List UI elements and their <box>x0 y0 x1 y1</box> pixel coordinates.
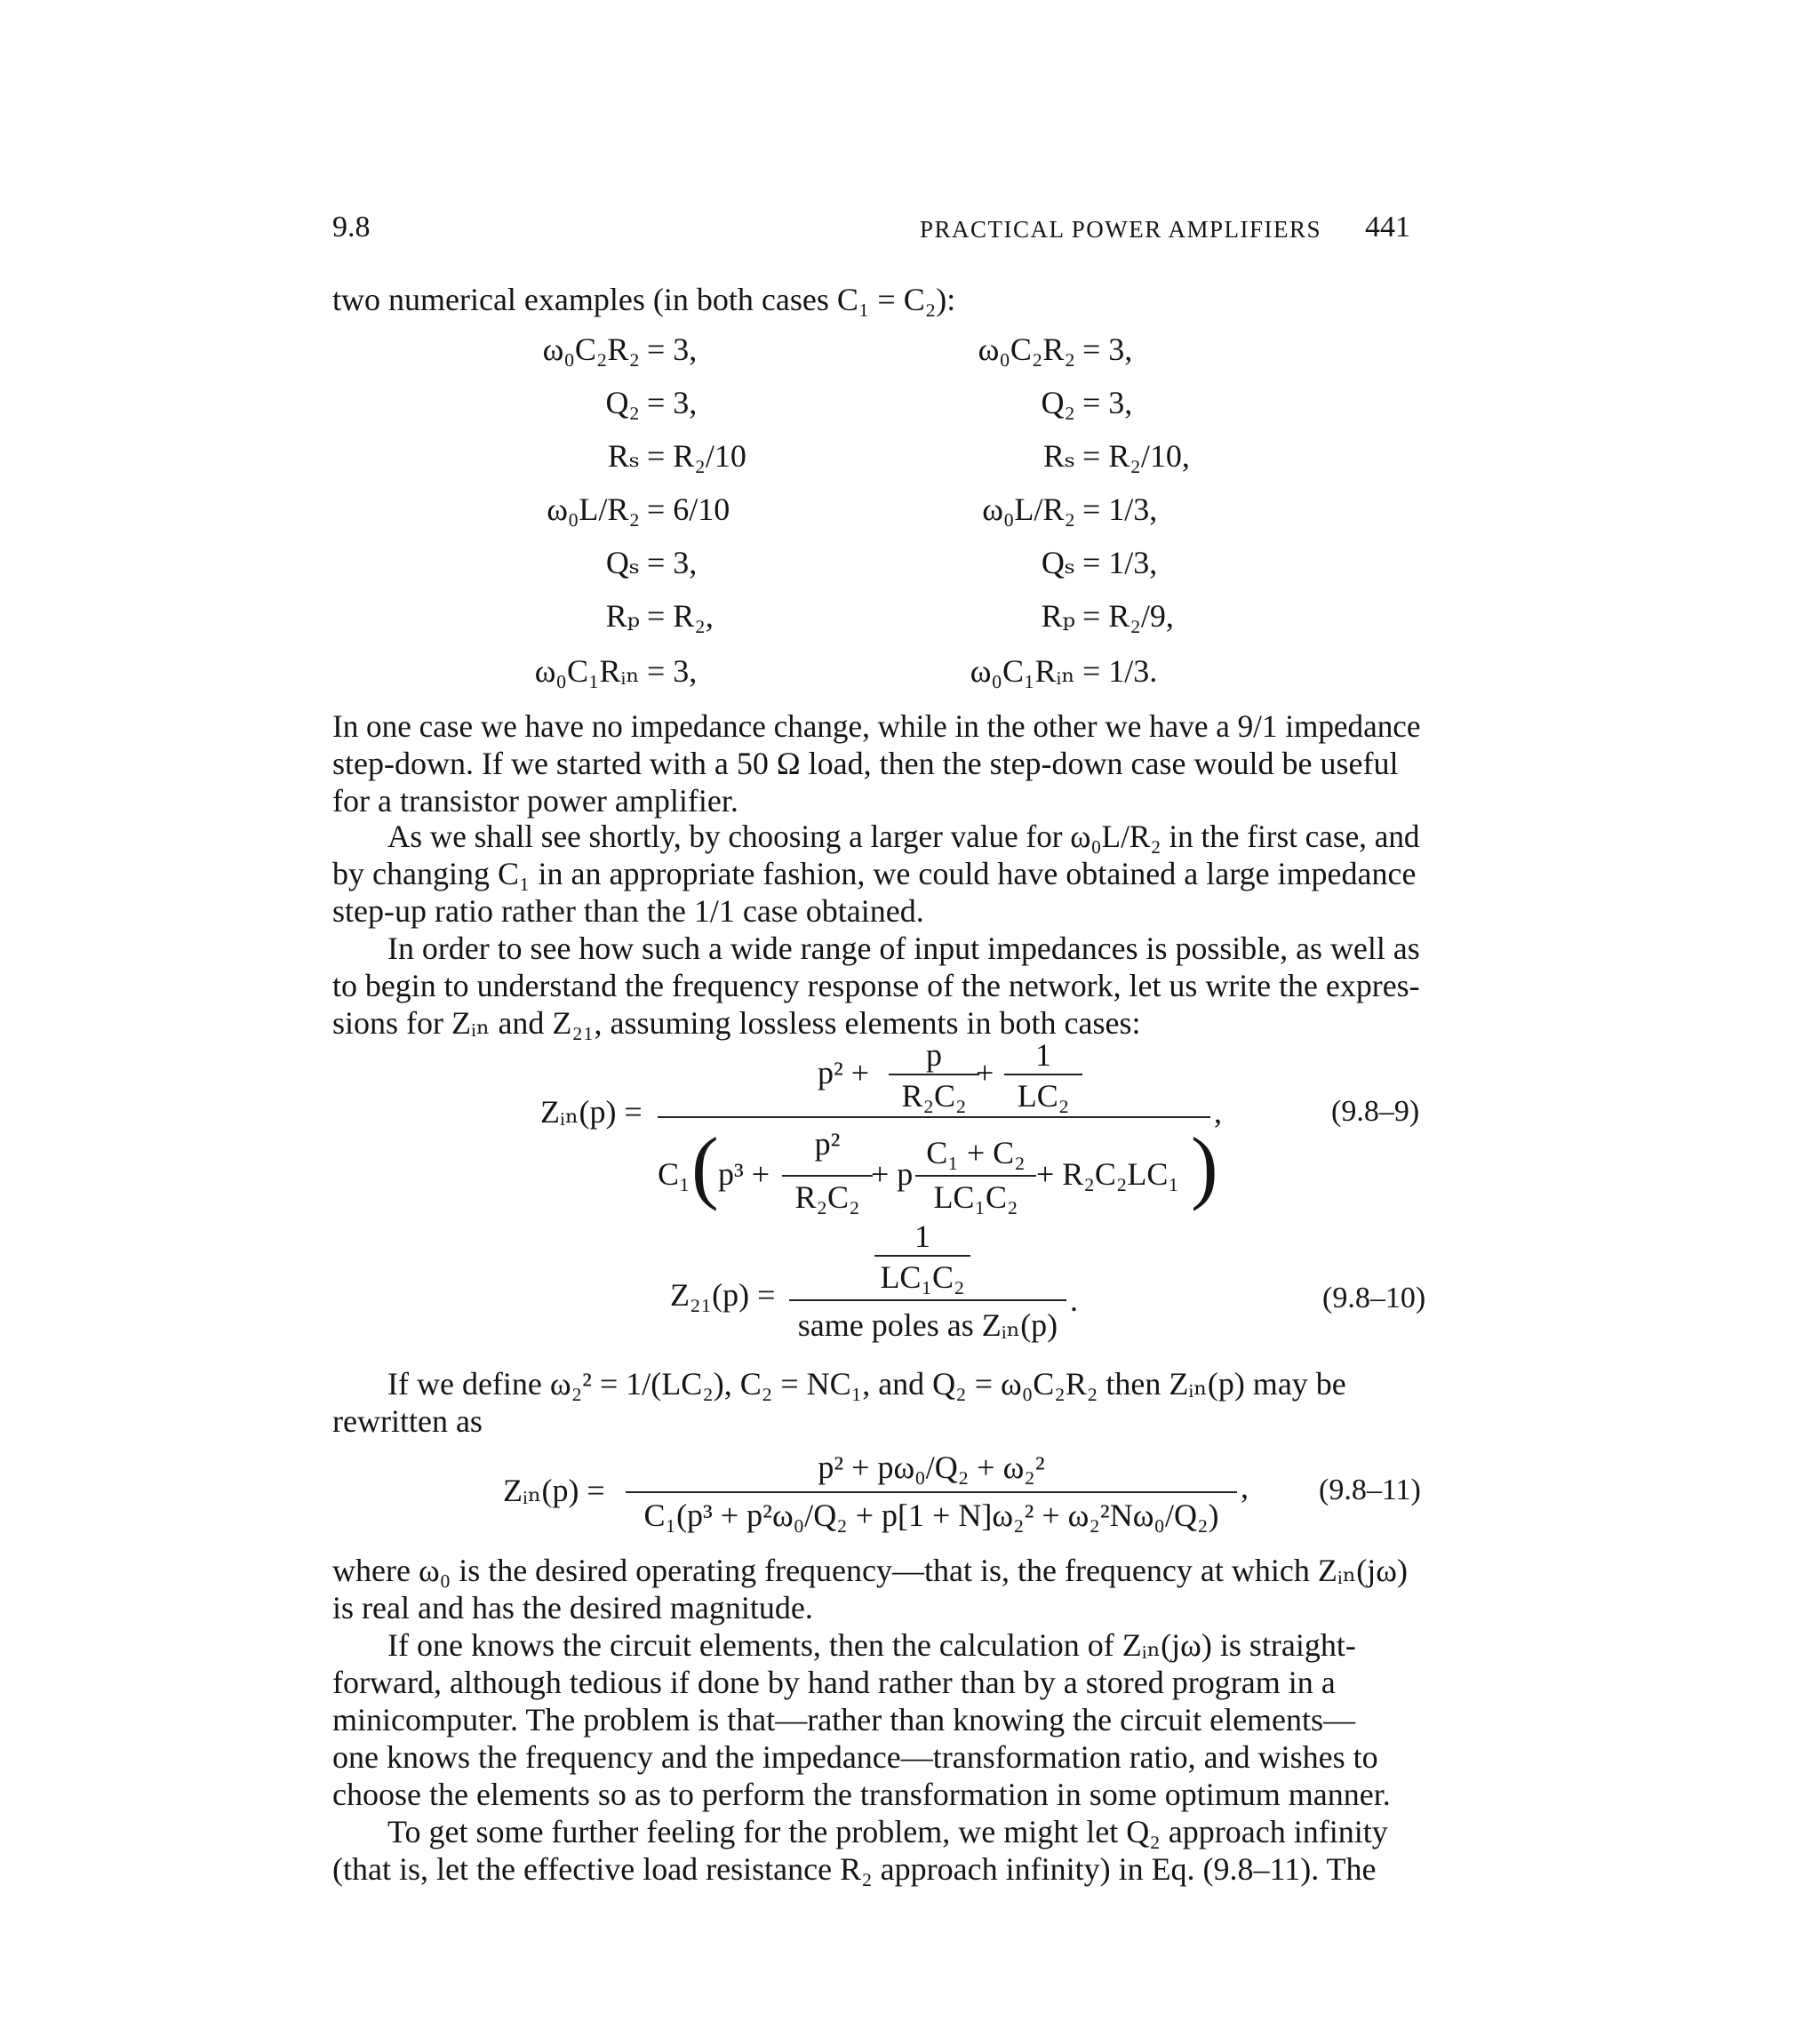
running-head: PRACTICAL POWER AMPLIFIERS <box>920 216 1322 243</box>
example-rhs: = 1/3. <box>1082 653 1158 689</box>
example-rhs: = R₂/9, <box>1082 598 1174 634</box>
example-lhs: Rₚ <box>605 598 640 634</box>
num-frac1-top: p <box>926 1037 942 1073</box>
section-number: 9.8 <box>332 211 371 244</box>
intro-line: two numerical examples (in both cases C₁ = C₂): <box>332 282 956 317</box>
paragraph-line: In one case we have no impedance change, while in the other we have a 9/1 impedance <box>332 708 1421 744</box>
example-lhs: ω₀L/R₂ <box>547 491 640 527</box>
num-frac2-bar <box>1004 1074 1082 1075</box>
example-rhs: = 3, <box>1082 385 1133 420</box>
right-paren: ) <box>1191 1121 1218 1211</box>
inner-top: 1 <box>914 1218 930 1254</box>
paragraph-line: step-up ratio rather than the 1/1 case obtained. <box>332 893 924 929</box>
paragraph-line: is real and has the desired magnitude. <box>332 1590 813 1626</box>
main-fraction-bar <box>658 1116 1210 1118</box>
example-rhs: = 6/10 <box>647 491 730 527</box>
example-lhs: Q₂ <box>605 385 640 420</box>
den-p3: p³ + <box>718 1156 770 1192</box>
equation-number: (9.8–10) <box>1322 1282 1426 1314</box>
example-rhs: = R₂/10 <box>647 438 746 474</box>
example-rhs: = 3, <box>647 653 698 689</box>
paragraph-line: (that is, let the effective load resistance R₂ approach infinity) in Eq. (9.8–11). The <box>332 1851 1377 1887</box>
den-frac2-bottom: LC₁C₂ <box>933 1179 1018 1215</box>
num-lead: p² + <box>818 1055 870 1090</box>
num-frac1-bar <box>889 1074 979 1075</box>
paragraph-line: sions for Zᵢₙ and Z₂₁, assuming lossless elements in both cases: <box>332 1005 1141 1041</box>
num-plus: + <box>976 1055 994 1090</box>
example-lhs: Qₛ <box>1041 545 1075 580</box>
equation-lhs: Zᵢₙ(p) = <box>540 1094 643 1130</box>
example-rhs: = 3, <box>647 332 698 367</box>
example-rhs: = R₂, <box>647 598 714 634</box>
paragraph-line: To get some further feeling for the problem, we might let Q₂ approach infinity <box>387 1814 1388 1849</box>
example-lhs: Qₛ <box>605 545 640 580</box>
example-rhs: = 1/3, <box>1082 545 1158 580</box>
den-frac1-bottom: R₂C₂ <box>794 1179 860 1215</box>
den-frac1-top: p² <box>814 1126 841 1162</box>
paragraph-line: minicomputer. The problem is that—rather than knowing the circuit elements— <box>332 1702 1356 1737</box>
main-fraction-bar <box>626 1491 1237 1493</box>
example-rhs: = 3, <box>647 385 698 420</box>
example-lhs: ω₀C₂R₂ <box>542 332 640 367</box>
num-frac2-top: 1 <box>1035 1037 1051 1073</box>
paragraph-line: If we define ω₂² = 1/(LC₂), C₂ = NC₁, and Q₂ = ω₀C₂R₂ then Zᵢₙ(p) may be <box>387 1366 1346 1402</box>
equation-number: (9.8–11) <box>1319 1474 1421 1506</box>
paragraph-line: for a transistor power amplifier. <box>332 783 738 819</box>
example-lhs: ω₀C₁Rᵢₙ <box>534 653 640 689</box>
page-number: 441 <box>1365 211 1410 244</box>
equation-lhs: Z₂₁(p) = <box>670 1277 776 1313</box>
equation-trail: . <box>1070 1282 1078 1318</box>
den-tail: + R₂C₂LC₁ <box>1036 1156 1179 1192</box>
example-lhs: ω₀C₂R₂ <box>978 332 1075 367</box>
paragraph-line: forward, although tedious if done by hand rather than by a stored program in a <box>332 1665 1336 1700</box>
den-c1: C₁ <box>658 1156 690 1192</box>
example-rhs: = 3, <box>1082 332 1133 367</box>
example-lhs: Q₂ <box>1041 385 1075 420</box>
paragraph-line: one knows the frequency and the impedance—transformation ratio, and wishes to <box>332 1739 1378 1775</box>
left-paren: ( <box>691 1121 719 1211</box>
num-frac1-bottom: R₂C₂ <box>901 1078 967 1114</box>
paragraph-line: In order to see how such a wide range of input impedances is possible, as well as <box>387 931 1420 966</box>
fraction-denominator: C₁(p³ + p²ω₀/Q₂ + p[1 + N]ω₂² + ω₂²Nω₀/Q₂) <box>643 1498 1219 1533</box>
den-plus-p: + p <box>871 1156 914 1192</box>
paragraph-line: where ω₀ is the desired operating frequency—that is, the frequency at which Zᵢₙ(jω) <box>332 1553 1408 1588</box>
example-rhs: = R₂/10, <box>1082 438 1190 474</box>
paragraph-line: step-down. If we started with a 50 Ω load, then the step-down case would be useful <box>332 746 1399 781</box>
den-frac2-top: C₁ + C₂ <box>926 1135 1026 1170</box>
main-fraction-bar <box>789 1299 1066 1301</box>
equation-lhs: Zᵢₙ(p) = <box>503 1473 605 1508</box>
inner-bottom: LC₁C₂ <box>880 1259 965 1295</box>
paragraph-line: by changing C₁ in an appropriate fashion, we could have obtained a large impedance <box>332 856 1417 891</box>
paragraph-line: choose the elements so as to perform the transformation in some optimum manner. <box>332 1777 1391 1812</box>
example-lhs: Rₛ <box>1042 438 1075 474</box>
paragraph-line: to begin to understand the frequency response of the network, let us write the expres- <box>332 968 1420 1003</box>
fraction-numerator: p² + pω₀/Q₂ + ω₂² <box>818 1450 1045 1485</box>
equation-number: (9.8–9) <box>1331 1095 1420 1128</box>
fraction-denominator: same poles as Zᵢₙ(p) <box>797 1307 1058 1343</box>
example-lhs: Rₛ <box>607 438 640 474</box>
paragraph-line: If one knows the circuit elements, then the calculation of Zᵢₙ(jω) is straight- <box>387 1627 1356 1663</box>
num-frac2-bottom: LC₂ <box>1017 1078 1070 1114</box>
example-lhs: ω₀C₁Rᵢₙ <box>970 653 1075 689</box>
example-rhs: = 1/3, <box>1082 491 1158 527</box>
equation-trail: , <box>1214 1094 1222 1130</box>
inner-bar <box>874 1255 970 1257</box>
den-frac2-bar <box>915 1175 1036 1177</box>
example-lhs: Rₚ <box>1041 598 1075 634</box>
example-lhs: ω₀L/R₂ <box>982 491 1075 527</box>
paragraph-line: As we shall see shortly, by choosing a larger value for ω₀L/R₂ in the first case, and <box>387 819 1420 854</box>
den-frac1-bar <box>782 1175 873 1177</box>
equation-trail: , <box>1241 1469 1249 1505</box>
example-rhs: = 3, <box>647 545 698 580</box>
paragraph-line: rewritten as <box>332 1403 483 1439</box>
